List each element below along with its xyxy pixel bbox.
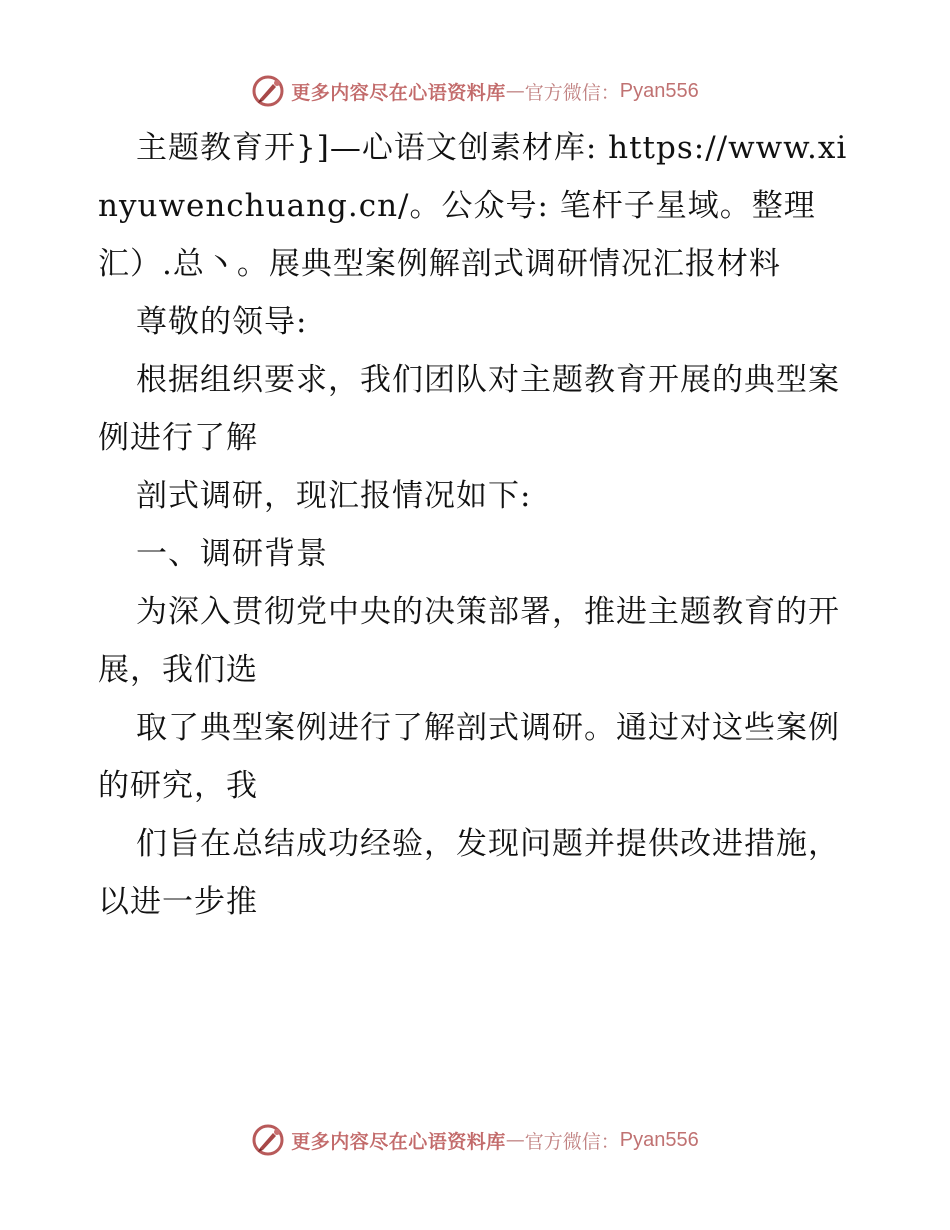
paragraph: 们旨在总结成功经验，发现问题并提供改进措施，以进一步推 [98,826,840,920]
header-watermark [0,71,950,111]
watermark-separator: — [505,1129,525,1151]
watermark-main-text: 更多内容尽在心语资料库 [291,1130,506,1153]
paragraph: 取了典型案例进行了解剖式调研。通过对这些案例的研究，我 [98,710,840,804]
watermark-main-text: 更多内容尽在心语资料库 [291,81,506,104]
red-circle-pen-logo-icon [251,74,285,108]
red-circle-pen-logo-icon [251,1123,285,1157]
watermark-wechat-id: Pyan556 [619,79,699,102]
watermark-separator: — [505,80,525,102]
paragraph: 为深入贯彻党中央的决策部署，推进主题教育的开展，我们选 [98,594,840,688]
watermark-official-label: 官方微信： [524,81,620,104]
document-body [98,119,858,931]
paragraph: 根据组织要求，我们团队对主题教育开展的典型案例进行了解 [98,362,840,456]
paragraph: 尊敬的领导: [136,304,308,340]
watermark-official-label: 官方微信： [524,1130,620,1153]
section-heading: 一、调研背景 [136,536,328,572]
watermark-wechat-id: Pyan556 [619,1128,699,1151]
footer-watermark [0,1120,950,1160]
paragraph: 剖式调研，现汇报情况如下: [136,478,532,514]
document-title: 主题教育开}]—心语文创素材库: https://www.xinyuwenchuang.cn/。公众号: 笔杆子星域。整理汇）.总丶。展典型案例解剖式调研情况汇报材料 [98,130,848,282]
